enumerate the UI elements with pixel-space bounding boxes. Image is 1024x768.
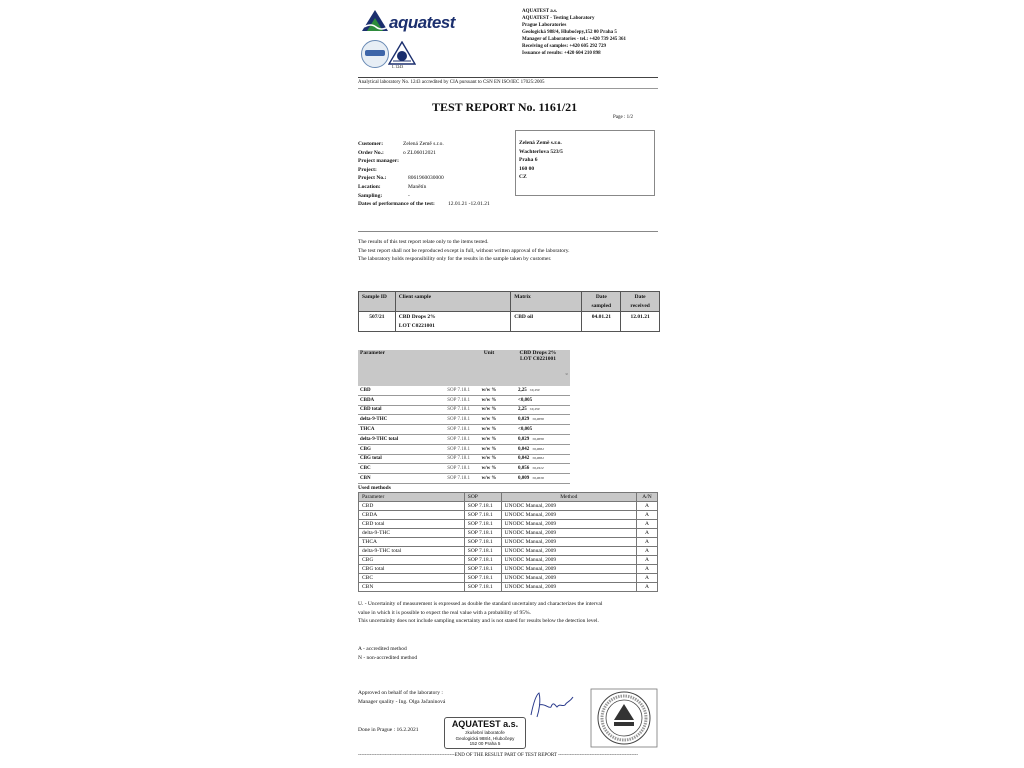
method: UNODC Manual, 2009 <box>501 529 636 538</box>
customer-row <box>358 149 518 158</box>
mountain-logo-icon <box>361 8 391 32</box>
uncertainty: ±0,0084 <box>532 456 544 461</box>
address-line: Zelená Země s.r.o. <box>519 140 562 146</box>
client-sample-lot: LOT C0221001 <box>398 322 435 329</box>
unit: w/w % <box>472 405 506 415</box>
result-cell <box>506 474 570 484</box>
param: THCA <box>359 538 465 547</box>
param: delta-9-THC total <box>359 547 465 556</box>
uncertainty-header: U <box>565 372 568 376</box>
field-value: 12.01.21 -12.01.21 <box>448 201 490 208</box>
stamp-title: AQUATEST a.s. <box>451 719 519 729</box>
col-header: Matrix <box>511 292 582 312</box>
uncertainty <box>532 427 535 431</box>
result-cell <box>506 434 570 444</box>
table-row <box>359 547 658 556</box>
sop: SOP 7.18.1 <box>428 415 472 425</box>
table-row <box>359 583 658 592</box>
sop: SOP 7.18.1 <box>464 574 501 583</box>
customer-row <box>358 192 518 201</box>
table-row <box>358 434 570 444</box>
uncertainty-note <box>358 600 602 626</box>
col-header: Unit <box>472 350 506 386</box>
cia-accreditation-icon <box>388 41 416 71</box>
value: 2,25 <box>518 407 527 413</box>
col-header: Client sample <box>395 292 510 312</box>
uncertainty: ±0,450 <box>529 407 540 412</box>
table-row <box>359 556 658 565</box>
table-row <box>359 520 658 529</box>
sop: SOP 7.18.1 <box>428 395 472 405</box>
customer-row <box>358 140 518 149</box>
disclaimer-line: The results of this test report relate only to the items tested. <box>358 239 489 245</box>
an: A <box>637 583 658 592</box>
param: CBG total <box>358 454 428 464</box>
sop: SOP 7.18.1 <box>428 454 472 464</box>
result-cell <box>506 395 570 405</box>
approval-line: Manager quality - Ing. Olga Jačaninová <box>358 698 446 705</box>
client-sample-name: CBD Drops 2% <box>398 314 436 321</box>
note-line: value in which it is possible to expect the real value with a probability of 95%. <box>358 609 531 616</box>
table-row <box>358 386 570 395</box>
accreditation-seal-icon <box>590 688 658 748</box>
col-header: Date sampled <box>582 292 621 312</box>
sop: SOP 7.18.1 <box>464 565 501 574</box>
table-row <box>358 444 570 454</box>
uncertainty: ±0,0084 <box>532 446 544 451</box>
table-row <box>358 405 570 415</box>
sop: SOP 7.18.1 <box>428 405 472 415</box>
address-line: Wachterlova 523/5 <box>519 148 563 155</box>
table-row <box>359 502 658 511</box>
report-title: TEST REPORT No. 1161/21 <box>432 100 578 114</box>
used-methods-title: Used methods <box>358 485 391 491</box>
method: UNODC Manual, 2009 <box>501 547 636 556</box>
col-header: SOP <box>464 493 501 502</box>
unit: w/w % <box>472 386 506 395</box>
date-sampled: 04.01.21 <box>582 312 621 332</box>
method: UNODC Manual, 2009 <box>501 520 636 529</box>
method: UNODC Manual, 2009 <box>501 502 636 511</box>
matrix: CBD oil <box>511 312 582 332</box>
lab-info-line: AQUATEST a.s. <box>522 9 558 14</box>
end-of-report: ----------------------------------------------------------END OF THE RESULT PART OF TEST REPORT ------------------------------------------------ <box>358 753 638 758</box>
table-row <box>359 538 658 547</box>
unit: w/w % <box>472 395 506 405</box>
customer-row <box>358 200 518 209</box>
note-line: U. - Uncertainity of measurement is expressed as double the standard uncertainty and characterizes the interval <box>358 601 603 607</box>
approval-line: Approved on behalf of the laboratory : <box>358 690 443 696</box>
col-header: Date received <box>621 292 660 312</box>
stamp-line: Geologická 988/4, Hlubočepy <box>455 735 515 741</box>
method: UNODC Manual, 2009 <box>501 583 636 592</box>
section-divider <box>358 231 658 232</box>
an: A <box>637 538 658 547</box>
param: CBG total <box>359 565 465 574</box>
done-in-prague: Done in Prague : 16.2.2021 <box>358 727 419 733</box>
result-cell <box>506 425 570 435</box>
lab-info-line: Prague Laboratories <box>522 23 567 28</box>
sop: SOP 7.18.1 <box>428 474 472 484</box>
col-header: A/N <box>637 493 658 502</box>
unit: w/w % <box>472 415 506 425</box>
field-label: Customer: <box>358 141 384 147</box>
param: CBC <box>359 574 465 583</box>
uncertainty <box>532 398 535 402</box>
note-line: This uncertainity does not include sampling uncertainty and is not stated for results below the detection level. <box>358 618 599 625</box>
lab-info-line: Manager of Laboratories - tel.: +420 739 245 361 <box>522 37 626 42</box>
sop: SOP 7.18.1 <box>464 547 501 556</box>
value: 0,042 <box>518 446 530 452</box>
address-box <box>515 130 655 196</box>
cert-badge-label: L 1243 <box>392 64 404 69</box>
uncertainty: ±0,450 <box>529 387 540 392</box>
value: 0,029 <box>518 417 530 423</box>
method: UNODC Manual, 2009 <box>501 556 636 565</box>
uncertainty: ±0,0112 <box>532 466 544 471</box>
table-row <box>358 425 570 435</box>
table-row <box>358 395 570 405</box>
param: delta-9-THC <box>359 529 465 538</box>
customer-info <box>358 140 518 209</box>
param: CBN <box>359 583 465 592</box>
col-header-sample <box>506 350 570 386</box>
param: delta-9-THC total <box>358 434 428 444</box>
field-label: Location: <box>358 183 381 190</box>
an: A <box>637 520 658 529</box>
value: 0,009 <box>518 476 530 482</box>
method: UNODC Manual, 2009 <box>501 565 636 574</box>
result-cell <box>506 405 570 415</box>
table-row <box>359 312 660 332</box>
table-header-row <box>358 350 570 386</box>
sop: SOP 7.18.1 <box>464 520 501 529</box>
sop: SOP 7.18.1 <box>464 556 501 565</box>
method: UNODC Manual, 2009 <box>501 511 636 520</box>
sop: SOP 7.18.1 <box>464 538 501 547</box>
stamp-line: 152 00 Praha 5 <box>469 741 501 746</box>
table-row <box>359 574 658 583</box>
customer-row <box>358 183 518 192</box>
param: CBC <box>358 464 428 474</box>
uncertainty: ±0,0018 <box>532 476 544 481</box>
customer-row <box>358 166 518 175</box>
field-value: 8061960030000 <box>408 175 444 182</box>
param: CBN <box>358 474 428 484</box>
sop: SOP 7.18.1 <box>428 386 472 395</box>
param: CBDA <box>358 395 428 405</box>
disclaimer-line: The test report shall not be reproduced except in full, without written approval of the laboratory. <box>358 247 570 254</box>
value: <0,005 <box>518 427 533 433</box>
result-cell <box>506 386 570 395</box>
unit: w/w % <box>472 454 506 464</box>
sample-id: 507/21 <box>359 312 396 332</box>
sop: SOP 7.18.1 <box>428 464 472 474</box>
table-header-row <box>359 493 658 502</box>
sop: SOP 7.18.1 <box>464 529 501 538</box>
col-header: Sample ID <box>359 292 396 312</box>
table-row <box>359 565 658 574</box>
accreditation-divider <box>358 88 658 89</box>
result-cell <box>506 415 570 425</box>
unit: w/w % <box>472 474 506 484</box>
company-stamp <box>444 717 526 749</box>
results-table <box>358 350 570 484</box>
param: CBG <box>358 444 428 454</box>
accreditation-note: Analytical laboratory No. 1243 accredited by CIA pursuant to CSN EN ISO/IEC 17025:2005 <box>358 80 545 85</box>
param: delta-9-THC <box>358 415 428 425</box>
logo-wordmark: aquatest <box>389 13 455 32</box>
result-cell <box>506 464 570 474</box>
table-row <box>358 454 570 464</box>
method: UNODC Manual, 2009 <box>501 538 636 547</box>
unit: w/w % <box>472 425 506 435</box>
value: 0,042 <box>518 456 530 462</box>
param: CBG <box>359 556 465 565</box>
sample-table <box>358 291 660 332</box>
field-label: Sampling: <box>358 192 383 199</box>
sop: SOP 7.18.1 <box>464 511 501 520</box>
param: CBD <box>358 386 428 395</box>
field-label: Project manager: <box>358 158 399 165</box>
field-value: o ZL06012021 <box>403 149 436 156</box>
legend-notes <box>358 645 417 662</box>
sample-lot: LOT C0221001 <box>519 356 557 362</box>
field-value: Zelená Země s.r.o. <box>403 141 444 147</box>
field-value: - <box>408 192 410 199</box>
field-label: Order No.: <box>358 149 384 156</box>
col-header: Method <box>501 493 636 502</box>
an: A <box>637 565 658 574</box>
aquatest-logo <box>361 6 479 33</box>
field-value: Manětín <box>408 183 427 190</box>
an: A <box>637 574 658 583</box>
field-label: Project: <box>358 166 377 173</box>
table-row <box>358 474 570 484</box>
col-header: Parameter <box>358 350 472 386</box>
param: CBD total <box>359 520 465 529</box>
table-row <box>358 464 570 474</box>
table-row <box>359 511 658 520</box>
page-number: Page : 1/2 <box>613 115 633 120</box>
methods-table <box>358 492 658 592</box>
sop: SOP 7.18.1 <box>428 425 472 435</box>
address-line: Praha 6 <box>519 157 538 164</box>
stamp-line: zkušební laboratoře <box>465 730 505 735</box>
unit: w/w % <box>472 434 506 444</box>
approval-block <box>358 689 445 706</box>
address-line: CZ <box>519 174 527 181</box>
value: 0,056 <box>518 466 530 472</box>
param: CBDA <box>359 511 465 520</box>
result-cell <box>506 444 570 454</box>
col-header: Parameter <box>359 493 465 502</box>
legend-line: A - accredited method <box>358 646 407 652</box>
sop: SOP 7.18.1 <box>428 444 472 454</box>
sop: SOP 7.18.1 <box>428 434 472 444</box>
uncertainty: ±0,0058 <box>532 436 544 441</box>
lab-info-line: Receiving of samples: +420 605 292 729 <box>522 44 606 49</box>
method: UNODC Manual, 2009 <box>501 574 636 583</box>
value: 0,029 <box>518 436 530 442</box>
param: CBD <box>359 502 465 511</box>
ilac-logo-icon <box>361 40 389 68</box>
date-received: 12.01.21 <box>621 312 660 332</box>
param: CBD total <box>358 405 428 415</box>
lab-info-line: AQUATEST - Testing Laboratory <box>522 16 595 21</box>
result-cell <box>506 454 570 464</box>
field-label: Dates of performance of the test: <box>358 201 435 208</box>
sop: SOP 7.18.1 <box>464 502 501 511</box>
uncertainty: ±0,0058 <box>532 417 544 422</box>
signature-icon <box>527 687 577 723</box>
table-header-row <box>359 292 660 312</box>
lab-info-line: Issuance of results: +420 604 210 898 <box>522 51 601 56</box>
address-line: 160 00 <box>519 165 535 172</box>
an: A <box>637 529 658 538</box>
sop: SOP 7.18.1 <box>464 583 501 592</box>
disclaimer-line: The laboratory holds responsibility only for the results in the sample taken by customer. <box>358 256 552 263</box>
unit: w/w % <box>472 444 506 454</box>
unit: w/w % <box>472 464 506 474</box>
customer-row <box>358 157 518 166</box>
value: 2,25 <box>518 387 527 393</box>
legend-line: N - non-accredited method <box>358 654 418 661</box>
header-divider <box>358 77 658 78</box>
an: A <box>637 511 658 520</box>
customer-row <box>358 174 518 183</box>
lab-info <box>522 8 626 57</box>
param: THCA <box>358 425 428 435</box>
client-sample <box>395 312 510 332</box>
value: <0,005 <box>518 397 533 403</box>
sample-name: CBD Drops 2% <box>519 350 557 356</box>
disclaimers <box>358 238 569 264</box>
field-label: Project No.: <box>358 175 387 182</box>
table-row <box>358 415 570 425</box>
lab-info-line: Geologická 988/4, Hlubočepy,152 00 Praha 5 <box>522 30 617 35</box>
table-row <box>359 529 658 538</box>
an: A <box>637 502 658 511</box>
an: A <box>637 556 658 565</box>
an: A <box>637 547 658 556</box>
